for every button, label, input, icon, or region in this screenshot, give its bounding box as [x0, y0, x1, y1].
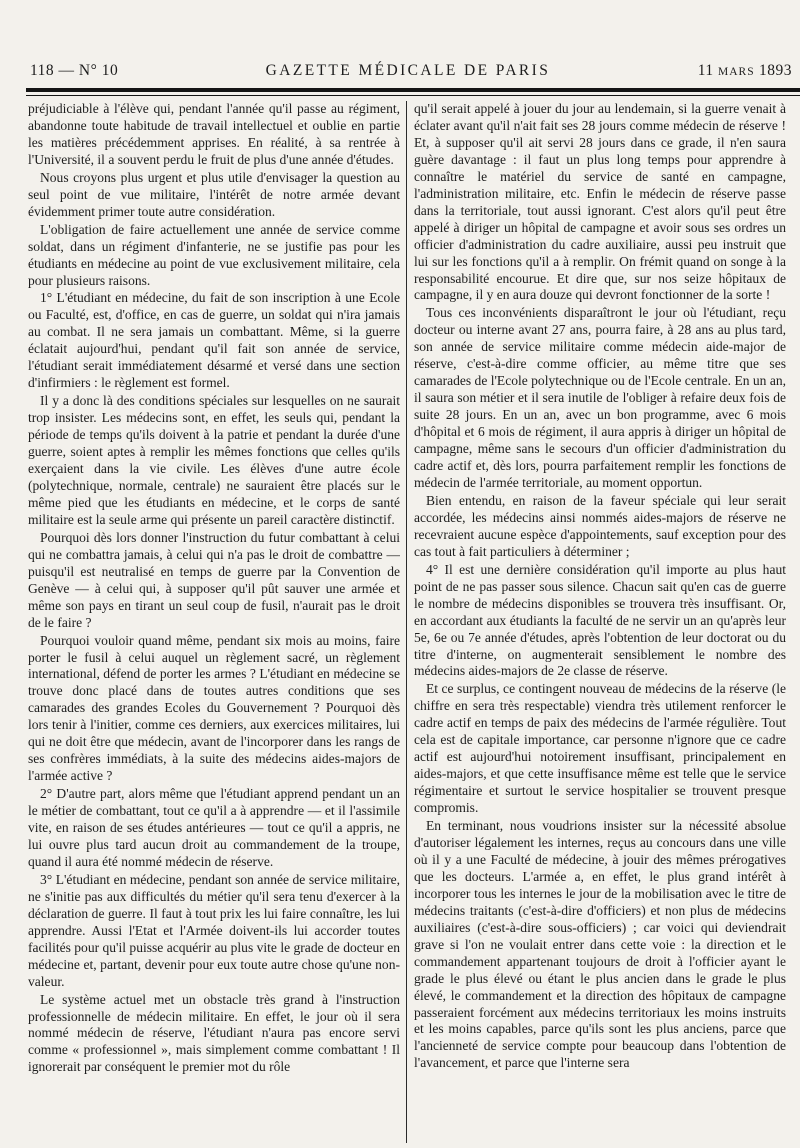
paragraph: L'obligation de faire actuellement une année de service comme soldat, dans un régiment d'infanterie, ne se justifie pas pour les étudiants en médecine au point de vue exclusivement militaire, cela pour plusieurs raisons. — [28, 221, 400, 288]
paragraph: Pourquoi vouloir quand même, pendant six mois au moins, faire porter le fusil à celui auquel un règlement sacré, un règlement international, défend de porter les armes ? L'étudiant en médecine se trouve donc placé dans de toutes autres conditions que ses camarades des grandes Ecoles du Gouvernement ? Pourquoi dès lors tenir à l'initier, comme ces derniers, aux exercices militaires, lui qui ne doit être que médecin, avant de l'incorporer dans les rangs de ses confrères immédiats, à la suite des médecins aides-majors de l'armée active ? — [28, 632, 400, 784]
paragraph: Tous ces inconvénients disparaîtront le jour où l'étudiant, reçu docteur ou interne avant 27 ans, pourra faire, à 28 ans au plus tard, son année de service militaire comme médecin aide-major de réserve, c'est-à-dire comme officier, au même titre que ses camarades de l'Ecole polytechnique ou de l'Ecole centrale. En un an, il saura son métier et il sera inutile de l'obliger à refaire deux fois de suite 28 jours. En un an, avec un bon programme, avec 6 mois d'hôpital et 6 mois de régiment, il aura appris à diriger un hôpital de campagne, même sans le secours d'un officier d'administration du cadre actif et, dès lors, pourra parfaitement remplir les fonctions de médecin de l'armée territoriale, au moment opportun. — [414, 305, 786, 490]
page-number: 118 — N° 10 — [30, 62, 119, 79]
page-header — [30, 58, 792, 84]
header-rule-thin — [26, 95, 800, 96]
paragraph: Et ce surplus, ce contingent nouveau de médecins de la réserve (le chiffre en sera très respectable) viendra très utilement renforcer le cadre actif en temps de paix des médecins de l'armée régulière. Tout cela est de capitale importance, car personne n'ignore que ce cadre actif est aujourd'hui notoirement insuffisant, principalement en aides-majors, et que cette insuffisance même est telle que le service régimentaire et surtout le service hospitalier se trouvent presque compromis. — [414, 681, 786, 816]
paragraph: 3° L'étudiant en médecine, pendant son année de service militaire, ne s'initie pas aux difficultés du métier qu'il sera tenu d'exercer à la déclaration de guerre. Il faut à tout prix les lui faire connaître, les lui apprendre. Aussi l'Etat et l'Armée doivent-ils lui accorder toutes facilités pour qu'il puisse acquérir au plus vite le grade de docteur en médecine et, partant, devenir pour eux toute autre chose qu'une non-valeur. — [28, 871, 400, 989]
paragraph: 1° L'étudiant en médecine, du fait de son inscription à une Ecole ou Faculté, est, d'office, en cas de guerre, un soldat qui n'ira jamais au combat. Il ne sera jamais un combattant. Même, si la guerre éclatait aujourd'hui, pendant qu'il fait son année de service, l'étudiant serait immédiatement désarmé et versé dans une section d'infirmiers : le règlement est formel. — [28, 290, 400, 391]
issue-year: 1893 — [758, 62, 792, 79]
issue-date — [698, 62, 792, 80]
paragraph: En terminant, nous voudrions insister sur la nécessité absolue d'autoriser légalement les internes, reçus au concours dans une ville où il y a une Faculté de médecine, à jouir des mêmes prérogatives que les docteurs. L'armée a, en effet, le plus grand intérêt à incorporer tous les internes le jour de la mobilisation avec le titre de médecins traitants (c'est-à-dire d'officiers) et non plus de médecins auxiliaires (c'est-à-dire sous-officiers) ; car voici qui deviendrait grave si l'on ne voulait entrer dans cette voie : la direction et le commandement appartenant toujours de droit à l'officier ayant le grade le plus élevé ou étant le plus ancien dans le grade le plus élevé, le commandement et la direction des hôpitaux de campagne passeraient forcément aux médecins territoriaux les moins instruits et les moins capables, parce qu'ils sont les plus anciens, parce que l'ancienneté de service compte pour beaucoup dans l'obtention de l'avancement, et parce que l'interne sera — [414, 818, 786, 1071]
paragraph: Pourquoi dès lors donner l'instruction du futur combattant à celui qui ne combattra jamais, à celui qui n'a pas le droit de combattre — puisqu'il est neutralisé en temps de guerre par la Convention de Genève — à celui qui, à supposer qu'il pût sauver une armée et même son pays en tirant un seul coup de fusil, n'aurait pas le droit de le faire ? — [28, 529, 400, 630]
paragraph: Bien entendu, en raison de la faveur spéciale qui leur serait accordée, les médecins ainsi nommés aides-majors de réserve ne recevraient aucune espèce d'appointements, sauf exception pour des cas tout à fait particuliers à déterminer ; — [414, 492, 786, 559]
paragraph: Il y a donc là des conditions spéciales sur lesquelles on ne saurait trop insister. Les médecins sont, en effet, les seuls qui, pendant la période de temps qu'ils doivent à la patrie et pendant la durée d'une guerre, soient aptes à remplir les mêmes fonctions que celles qu'ils exerçaient dans la vie civile. Les élèves d'une autre école (polytechnique, normale, centrale) ne sauraient être placés sur le même pied que les étudiants en médecine, et le corps de santé militaire est la seule arme qui présente un pareil caractère distinctif. — [28, 393, 400, 527]
paragraph: qu'il serait appelé à jouer du jour au lendemain, si la guerre venait à éclater avant qu'il n'ait fait ses 28 jours comme médecin de réserve ! Et, à supposer qu'il ait servi 28 jours dans ce grade, il n'en saura guère davantage : il faut un plus long temps pour apprendre à connaître le matériel du service de santé en campagne, l'administration militaire, etc. Enfin le médecin de réserve passe dans la territoriale, tout aussi ignorant. C'est alors qu'il peut être appelé à diriger un hôpital de campagne et avoir sous ses ordres un officier d'administration du cadre auxiliaire, aussi peu instruit que lui sur les fonctions qu'il a à remplir. On frémit quand on songe à la responsabilité encourue. Et dire que, sur nos seize hôpitaux de campagne, il y en aura douze qui devront fonctionner de la sorte ! — [414, 101, 786, 303]
paragraph: préjudiciable à l'élève qui, pendant l'année qu'il passe au régiment, abandonne toute habitude de travail intellectuel et oublie en partie les matières précédemment apprises. En réalité, à sa rentrée à l'Université, il a souvent perdu le fruit de plus d'une année d'études. — [28, 101, 400, 167]
journal-title: GAZETTE MÉDICALE DE PARIS — [265, 62, 551, 79]
paragraph: 2° D'autre part, alors même que l'étudiant apprend pendant un an le métier de combattant, tout ce qu'il a à apprendre — et il l'assimile vite, en raison de ses études antérieures — tout ce qu'il a appris, ne lui ouvre plus tard aucun droit au commandement de la troupe, quand il aura été nommé médecin de réserve. — [28, 786, 400, 869]
header-rule-thick — [26, 88, 800, 92]
right-column — [414, 101, 786, 1143]
paragraph: Nous croyons plus urgent et plus utile d'envisager la question au seul point de vue militaire, l'intérêt de notre armée devant évidemment primer toute autre considération. — [28, 169, 400, 219]
issue-day: 11 — [697, 62, 714, 79]
paragraph: Le système actuel met un obstacle très grand à l'instruction professionnelle de médecin militaire. En effet, le jour où il sera nommé médecin de réserve, l'étudiant n'aura pas encore servi comme « professionnel », mais simplement comme combattant ! Il ignorerait par conséquent le premier mot du rôle — [28, 991, 400, 1075]
left-column — [28, 101, 400, 1143]
paragraph: 4° Il est une dernière considération qu'il importe au plus haut point de ne pas passer sous silence. Chacun sait qu'en cas de guerre le nombre de médecins disponibles se trouvera très insuffisant. Or, en accordant aux étudiants la faculté de ne servir un an qu'après leur 5e, 6e ou 7e année d'études, après l'obtention de leur doctorat ou du titre d'interne, on augmenterait sensiblement le nombre des médecins aides-majors de 2e classe de réserve. — [414, 561, 786, 679]
issue-month: MARS — [718, 66, 755, 78]
column-divider — [406, 101, 407, 1143]
